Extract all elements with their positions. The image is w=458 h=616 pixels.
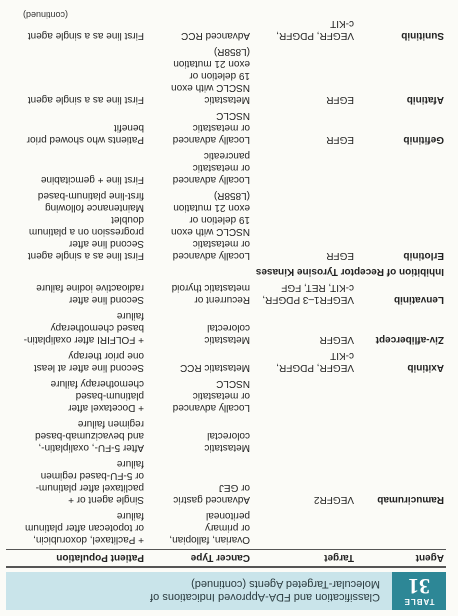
row-agent: Afatinib — [406, 94, 444, 105]
caption-line-2: Molecular-Targeted Agents (continued) — [191, 578, 380, 590]
table-tab-label: TABLE — [403, 597, 435, 606]
row-agent: Ramucirumab — [377, 494, 444, 505]
row-population: First line as a single agent Second line after progression on a platinum doublet Maintenance following first-line platinum-based — [27, 190, 144, 261]
row-target: EGFR — [326, 134, 354, 145]
row-agent: Lenvatinib — [393, 294, 444, 305]
row-target: VEGFR1–3 PDGFR, c-KIT, RET, FGF — [262, 282, 354, 305]
header-patient-population: Patient Population — [56, 552, 144, 563]
table-header — [6, 550, 446, 564]
row-target: VEGFR — [319, 334, 354, 345]
row-cancer: Locally advanced or metastatic NSCLC — [172, 378, 250, 413]
row-target: VEGFR, PDGFR, c-KIT — [276, 350, 354, 373]
row-cancer: Advanced RCC — [181, 30, 250, 41]
row-cancer: Locally advanced or metastatic NSCLC — [172, 110, 250, 145]
row-population: First line as a single agent — [27, 94, 144, 105]
row-agent: Ziv-aflibercept — [375, 334, 444, 345]
row-population: First line + gemcitabine — [40, 174, 144, 185]
row-cancer: Metastatic RCC — [179, 362, 250, 373]
table-tab — [392, 572, 446, 610]
header-rule-bottom — [6, 549, 446, 550]
row-population: Second line after radioactive iodine failure — [36, 282, 144, 305]
header-rule-top — [6, 566, 446, 568]
row-agent: Erlotinib — [403, 250, 444, 261]
row-population: Second line after at least one prior therapy — [33, 350, 144, 373]
row-population: Patients who showed prior benefit — [26, 122, 144, 145]
table-number: 31 — [408, 574, 430, 599]
row-population: First line as a single agent — [27, 30, 144, 41]
row-cancer: Metastatic colorectal — [204, 430, 250, 453]
continued-note: (continued) — [22, 10, 68, 20]
row-population: + Docetaxel after platinum-based chemotherapy failure — [50, 378, 144, 413]
row-population: + Paclitaxel, doxorubicin, or topotecan after platinum failure — [25, 510, 144, 545]
table-caption — [10, 577, 380, 603]
row-agent: Sunitinib — [401, 30, 444, 41]
row-cancer: Metastatic NSCLC with exon 19 deletion or exon 21 mutation (L858R) — [171, 46, 250, 105]
row-cancer: Metastatic colorectal — [204, 322, 250, 345]
row-agent: Gefitinib — [403, 134, 444, 145]
row-cancer: Ovarian, fallopian, or primary peritoneal — [169, 510, 250, 545]
row-population: After 5-FU-, oxaliplatin-, and bevacizumab-based regimen failure — [35, 418, 144, 453]
row-cancer: Recurrent or metastatic thyroid — [171, 282, 250, 305]
header-target: Target — [324, 552, 354, 563]
row-target: EGFR — [326, 94, 354, 105]
row-target: VEGFR, PDGFR, c-KIT — [276, 18, 354, 41]
row-cancer: Advanced gastric or GEJ — [173, 482, 250, 505]
row-population: + FOLFIRI after oxaliplatin- based chemotherapy failure — [23, 310, 144, 345]
caption-line-1: Classification and FDA-Approved Indications of — [150, 591, 380, 603]
row-agent: Axitinib — [407, 362, 444, 373]
row-cancer: Locally advanced or metastatic pancreatic — [172, 150, 250, 185]
table-banner — [6, 572, 446, 610]
section-heading: Inhibition of Receptor Tyrosine Kinases — [255, 266, 444, 277]
header-cancer-type: Cancer Type — [190, 552, 250, 563]
row-cancer: Locally advanced or metastatic NSCLC with exon 19 deletion or exon 21 mutation (L858R) — [171, 190, 250, 261]
header-agent: Agent — [415, 552, 444, 563]
row-target: EGFR — [326, 250, 354, 261]
row-population: Single agent or + paclitaxel after platinum- or 5-FU-based regimen failure — [35, 458, 144, 505]
row-target: VEGFR2 — [313, 494, 354, 505]
